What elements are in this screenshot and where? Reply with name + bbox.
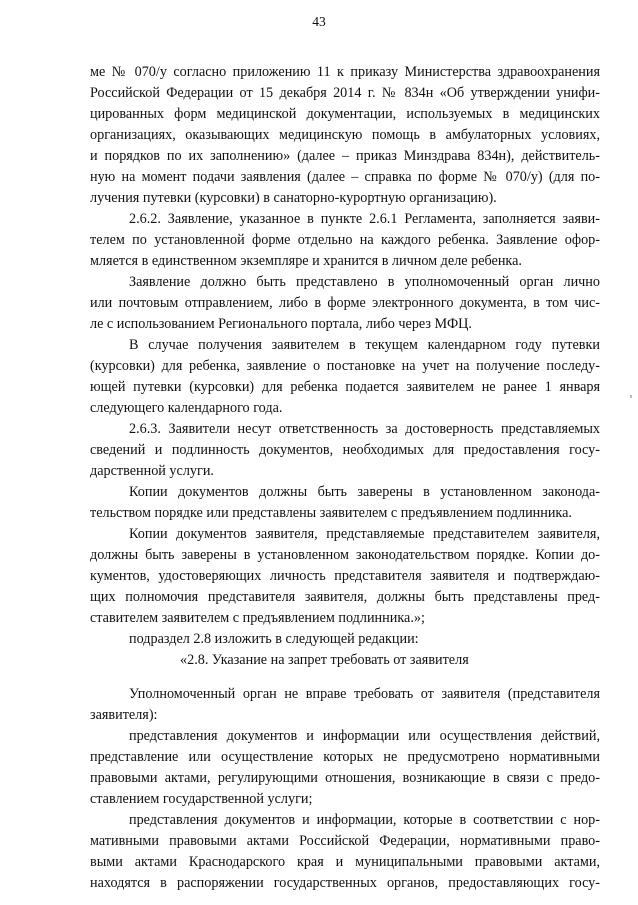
text-line: заявителя): [90, 707, 158, 723]
text-line: телем по установленной форме отдельно на каждого ребенка. Заявление офор- [90, 232, 600, 248]
text-line: ме № 070/у согласно приложению 11 к приказу Министерства здравоохранения [90, 64, 600, 80]
paragraph-start: представления документов и информации, которые в соответствии с нор- [129, 812, 600, 828]
paragraph-start: В случае получения заявителем в текущем календарном году путевки [129, 337, 600, 353]
text-line: и порядков по их заполнению» (далее – приказ Минздрава 834н), действитель- [90, 148, 600, 164]
text-line: щих полномочия представителя заявителя, должны быть представлены пред- [90, 589, 600, 605]
paragraph-start: Заявление должно быть представлено в уполномоченный орган лично [129, 274, 600, 290]
text-line: мляется в единственном экземпляре и хранится в личном деле ребенка. [90, 253, 522, 269]
text-line: ющей путевки (курсовки) для ребенка подается заявителем не ранее 1 января [90, 379, 600, 395]
text-line: сведений и подлинность документов, необходимых для предоставления госу- [90, 442, 600, 458]
page-number: 43 [312, 14, 326, 29]
text-line: Российской Федерации от 15 декабря 2014 г. № 834н «Об утверждении унифи- [90, 85, 600, 101]
text-line: цированных форм медицинской документации, используемых в медицинских [90, 106, 600, 122]
paragraph-start: подраздел 2.8 изложить в следующей редакции: [129, 631, 419, 647]
text-line: ставлением государственной услуги; [90, 791, 313, 807]
text-line: следующего календарного года. [90, 400, 283, 416]
text-line: лучения путевки (курсовки) в санаторно-курортную организацию). [90, 190, 497, 206]
text-line: представление или осуществление которых не предусмотрено нормативными [90, 749, 600, 765]
text-line: или почтовым отправлением, либо в форме электронного документа, в том чис- [90, 295, 600, 311]
text-line: ную на момент подачи заявления (далее – справка по форме № 070/у) (для по- [90, 169, 600, 185]
text-line: ставителем заявителем с предъявлением подлинника.»; [90, 610, 425, 626]
paragraph-start: 2.6.3. Заявители несут ответственность за достоверность представляемых [129, 421, 600, 437]
text-line: должны быть заверены в установленном законодательством порядке. Копии до- [90, 547, 600, 563]
paragraph-start: представления документов и информации или осуществления действий, [129, 728, 600, 744]
text-line: ле с использованием Регионального портала, либо через МФЦ. [90, 316, 472, 332]
text-line: правовыми актами, регулирующими отношения, возникающие в связи с предо- [90, 770, 600, 786]
text-line: (курсовки) для ребенка, заявление о постановке на учет на получение последу- [90, 358, 600, 374]
text-line: находятся в распоряжении государственных органов, предоставляющих госу- [90, 875, 600, 891]
paragraph-start: Копии документов заявителя, представляемые представителем заявителя, [129, 526, 600, 542]
paragraph-start: Уполномоченный орган не вправе требовать от заявителя (представителя [129, 686, 600, 702]
text-line: тельством порядке или представлены заявителем с предъявлением подлинника. [90, 505, 572, 521]
text-line: организациях, оказывающих медицинскую помощь в амбулаторных условиях, [90, 127, 600, 143]
section-heading: «2.8. Указание на запрет требовать от заявителя [180, 652, 469, 668]
text-line: дарственной услуги. [90, 463, 214, 479]
text-line: мативными правовыми актами Российской Федерации, нормативными право- [90, 833, 600, 849]
text-line: кументов, удостоверяющих личность представителя заявителя и подтверждаю- [90, 568, 600, 584]
paragraph-start: 2.6.2. Заявление, указанное в пункте 2.6.1 Регламента, заполняется заяви- [129, 211, 600, 227]
paragraph-start: Копии документов должны быть заверены в установленном законода- [129, 484, 600, 500]
text-line: выми актами Краснодарского края и муниципальными правовыми актами, [90, 854, 600, 870]
scan-mark [630, 395, 632, 398]
